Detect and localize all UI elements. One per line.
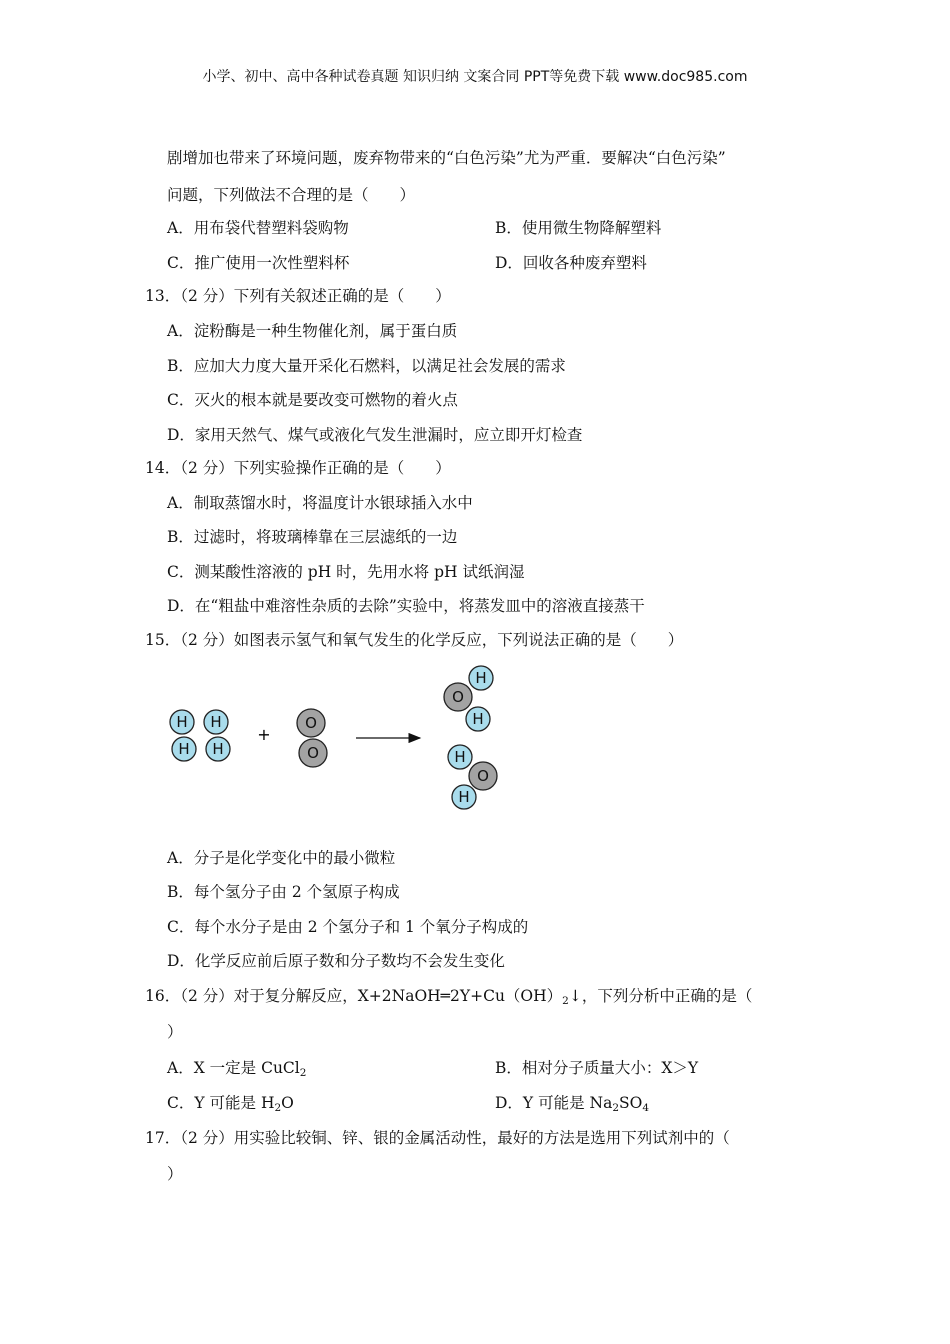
oxygen-atom — [299, 739, 327, 767]
q12-option-a: A．用布袋代替塑料袋购物 — [167, 219, 349, 237]
svg-text:O: O — [477, 767, 489, 785]
hydrogen-atom — [206, 737, 230, 761]
hydrogen-atom — [466, 707, 490, 731]
q15-option-d: D．化学反应前后原子数和分子数均不会发生变化 — [167, 952, 505, 970]
svg-text:H: H — [210, 713, 222, 731]
q15-option-a: A．分子是化学变化中的最小微粒 — [167, 849, 396, 867]
svg-text:H: H — [458, 788, 470, 806]
hydrogen-atom — [170, 710, 194, 734]
q15-option-c: C．每个水分子是由 2 个氢分子和 1 个氧分子构成的 — [167, 918, 529, 936]
q14-stem: 14．（2 分）下列实验操作正确的是（ ） — [145, 459, 451, 477]
q12-stem-line1: 剧增加也带来了环境问题，废弃物带来的“白色污染”尤为严重．要解决“白色污染” — [167, 149, 726, 167]
q16-stem: 16．（2 分）对于复分解反应，X+2NaOH═2Y+Cu（OH）2↓，下列分析中正确的是（ — [145, 987, 753, 1007]
q16-option-b: B．相对分子质量大小：X＞Y — [495, 1059, 699, 1077]
hydrogen-atom — [204, 710, 228, 734]
q16-option-c: C．Y 可能是 $H_2O$ — [167, 1094, 294, 1114]
svg-text:O: O — [452, 688, 464, 706]
svg-text:H: H — [176, 713, 188, 731]
q13-option-a: A．淀粉酶是一种生物催化剂，属于蛋白质 — [167, 322, 458, 340]
svg-text:O: O — [305, 714, 317, 732]
svg-text:H: H — [454, 748, 466, 766]
hydrogen-atom — [469, 666, 493, 690]
svg-text:H: H — [212, 740, 224, 758]
q16-option-a: A．X 一定是 CuCl$_2$ — [167, 1059, 307, 1079]
q13-stem: 13．（2 分）下列有关叙述正确的是（ ） — [145, 287, 451, 305]
q16-stem-end: ） — [167, 1023, 183, 1041]
reaction-diagram — [160, 660, 520, 820]
svg-text:H: H — [178, 740, 190, 758]
q14-option-a: A．制取蒸馏水时，将温度计水银球插入水中 — [167, 494, 473, 512]
q17-stem-end: ） — [167, 1165, 183, 1183]
q13-option-b: B．应加大力度大量开采化石燃料，以满足社会发展的需求 — [167, 357, 566, 375]
hydrogen-atom — [448, 745, 472, 769]
q12-option-d: D．回收各种废弃塑料 — [495, 254, 647, 272]
svg-text:H: H — [475, 669, 487, 687]
oxygen-atom — [469, 762, 497, 790]
q12-stem-line2: 问题，下列做法不合理的是（ ） — [167, 186, 416, 204]
q17-stem: 17．（2 分）用实验比较铜、锌、银的金属活动性，最好的方法是选用下列试剂中的（ — [145, 1129, 730, 1147]
q15-option-b: B．每个氢分子由 2 个氢原子构成 — [167, 883, 400, 901]
q14-option-b: B．过滤时，将玻璃棒靠在三层滤纸的一边 — [167, 528, 458, 546]
q12-option-c: C．推广使用一次性塑料杯 — [167, 254, 350, 272]
q12-option-b: B．使用微生物降解塑料 — [495, 219, 662, 237]
oxygen-atom — [444, 683, 472, 711]
oxygen-atom — [297, 709, 325, 737]
q13-option-c: C．灭火的根本就是要改变可燃物的着火点 — [167, 391, 458, 409]
q13-option-d: D．家用天然气、煤气或液化气发生泄漏时，应立即开灯检查 — [167, 426, 583, 444]
hydrogen-atom — [172, 737, 196, 761]
svg-text:O: O — [307, 744, 319, 762]
svg-text:H: H — [472, 710, 484, 728]
q14-option-c: C．测某酸性溶液的 pH 时，先用水将 pH 试纸润湿 — [167, 563, 525, 581]
q14-option-d: D．在“粗盐中难溶性杂质的去除”实验中，将蒸发皿中的溶液直接蒸干 — [167, 597, 645, 615]
page-header: 小学、初中、高中各种试卷真题 知识归纳 文案合同 PPT等免费下载 www.doc985.com — [202, 69, 748, 85]
plus-sign: + — [257, 725, 271, 744]
hydrogen-atom — [452, 785, 476, 809]
q15-stem: 15．（2 分）如图表示氢气和氧气发生的化学反应，下列说法正确的是（ ） — [145, 631, 684, 649]
q16-option-d: D．Y 可能是 $Na_2SO_4$ — [495, 1094, 650, 1114]
